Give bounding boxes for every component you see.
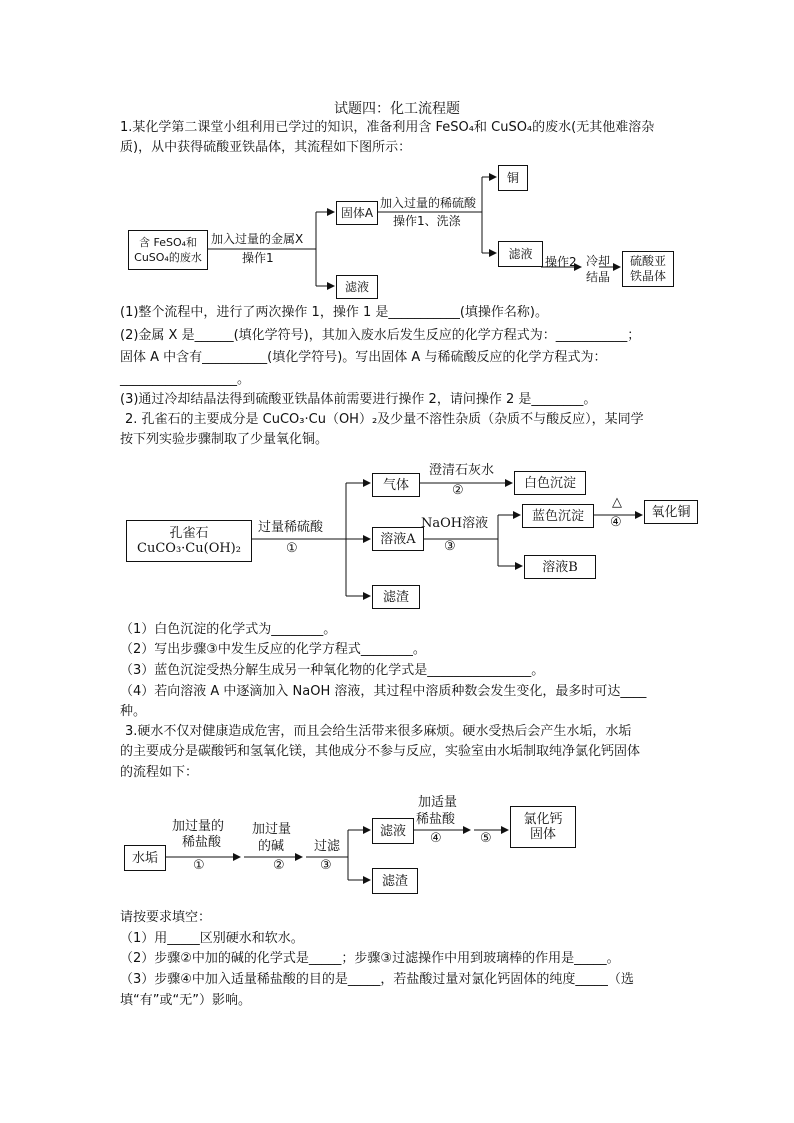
page-title: 试题四：化工流程题 [334, 101, 460, 117]
q3-part3-line1: （3）步骤④中加入适量稀盐酸的目的是_____，若盐酸过量对氯化钙固体的纯度_____（选 [120, 972, 634, 987]
q2-malachite-formula: CuCO₃·Cu(OH)₂ [137, 541, 241, 556]
q3-a1-top1: 加过量的 [172, 819, 225, 834]
q3-scale-box: 水垢 [124, 845, 166, 871]
q1-copper-box: 铜 [498, 165, 528, 191]
q1-cool-label: 冷却 [586, 254, 611, 268]
q2-naoh-label: NaOH溶液 [421, 516, 489, 531]
q3-a2-top2: 的碱 [258, 839, 285, 854]
q3-intro-line1: 3.硬水不仅对健康造成危害，而且会给生活带来很多麻烦。硬水受热后会产生水垢，水垢 [125, 724, 632, 739]
q2-limewater-label: 澄清石灰水 [429, 463, 495, 478]
q1-part1: (1)整个流程中，进行了两次操作 1，操作 1 是___________(填操作名称)。 [120, 305, 548, 320]
q2-step1: ① [286, 541, 298, 556]
q2-part4-line2: 种。 [120, 704, 147, 719]
q3-intro-line3: 的流程如下： [120, 765, 199, 780]
q3-product-line2: 固体 [529, 827, 556, 842]
q1-arrow1-top-label: 加入过量的金属X [211, 232, 304, 246]
q2-white-ppt-box: 白色沉淀 [514, 471, 586, 495]
q3-requirement: 请按要求填空： [120, 910, 212, 925]
q1-filtrate-box: 滤液 [336, 275, 378, 299]
q1-arrow2-top-label: 加入过量的稀硫酸 [380, 196, 477, 210]
q1-part3: (3)通过冷却结晶法得到硫酸亚铁晶体前需要进行操作 2，请问操作 2 是________。 [120, 392, 597, 407]
q1-wastewater-box: 含 FeSO₄和 CuSO₄的废水 [128, 230, 208, 270]
q3-a4-top2: 稀盐酸 [416, 812, 456, 827]
q2-part1: （1）白色沉淀的化学式为________。 [120, 622, 337, 637]
q2-gas-box: 气体 [372, 473, 420, 497]
q3-step2: ② [273, 858, 285, 873]
q3-part2: （2）步骤②中加的碱的化学式是_____；步骤③过滤操作中用到玻璃棒的作用是_____。 [120, 951, 620, 966]
q1-solid-a-box: 固体A [336, 201, 378, 225]
q1-op2-label: 操作2 [545, 255, 577, 269]
q1-part2-line3: __________________。 [120, 372, 251, 387]
q2-part2: （2）写出步骤③中发生反应的化学方程式________。 [120, 642, 426, 657]
q2-intro-line1: 2. 孔雀石的主要成分是 CuCO₃·Cu（OH）₂及少量不溶性杂质（杂质不与酸反应），某同学 [125, 412, 644, 427]
q2-step2: ② [452, 483, 464, 498]
q3-part3-line2: 填“有”或“无”）影响。 [120, 993, 251, 1008]
q2-intro-line2: 按下列实验步骤制取了少量氧化铜。 [120, 432, 329, 447]
q3-step1: ① [193, 858, 205, 873]
q2-part4-line1: （4）若向溶液 A 中逐滴加入 NaOH 溶液，其过程中溶质种数会发生变化，最多时可达____ [120, 684, 647, 699]
q2-step4: ④ [610, 515, 622, 530]
q3-filtrate-box: 滤液 [372, 818, 414, 844]
q3-product-line1: 氯化钙 [523, 812, 563, 827]
q3-a1-top2: 稀盐酸 [182, 835, 222, 850]
q2-malachite-name: 孔雀石 [169, 526, 209, 541]
q3-a2-top1: 加过量 [252, 822, 292, 837]
q2-heat-label: △ [612, 495, 622, 510]
q2-residue-box: 滤渣 [372, 585, 420, 609]
q1-crystallize-label: 结晶 [586, 270, 611, 284]
q1-arrow1-bottom-label: 操作1 [242, 251, 274, 265]
q1-part2-line2: 固体 A 中含有__________(填化学符号)。写出固体 A 与稀硫酸反应的化学方程式为： [120, 350, 607, 365]
q1-intro-line1: 1.某化学第二课堂小组利用已学过的知识，准备利用含 FeSO₄和 CuSO₄的废水(无其他难溶杂 [120, 120, 655, 135]
q1-part2-line1: (2)金属 X 是______(填化学符号)，其加入废水后发生反应的化学方程式为：___________； [120, 328, 641, 343]
q3-part1: （1）用_____区别硬水和软水。 [120, 931, 304, 946]
q3-a4-top1: 加适量 [418, 795, 458, 810]
q2-solution-b-box: 溶液B [524, 555, 596, 579]
q2-arrow1-label: 过量稀硫酸 [258, 520, 324, 535]
q3-a3-top: 过滤 [314, 839, 341, 854]
q3-product-box [510, 806, 576, 848]
q2-cuo-box: 氧化铜 [644, 500, 698, 524]
q2-blue-ppt-box: 蓝色沉淀 [522, 504, 594, 528]
q2-part3: （3）蓝色沉淀受热分解生成另一种氧化物的化学式是________________。 [120, 663, 545, 678]
q3-step4: ④ [430, 831, 442, 846]
q3-intro-line2: 的主要成分是碳酸钙和氢氧化镁，其他成分不参与反应，实验室由水垢制取纯净氯化钙固体 [120, 744, 641, 759]
q2-malachite-box [126, 520, 252, 562]
q2-solution-a-box: 溶液A [372, 527, 424, 551]
q2-step3: ③ [444, 539, 456, 554]
q1-intro-line2: 质)，从中获得硫酸亚铁晶体，其流程如下图所示： [120, 140, 412, 155]
q3-residue-box: 滤渣 [372, 868, 418, 894]
q1-arrow2-bottom-label: 操作1、洗涤 [393, 214, 461, 228]
q3-step5: ⑤ [480, 831, 492, 846]
q1-filtrate2-box: 滤液 [498, 241, 543, 267]
q1-product-box: 硫酸亚铁晶体 [622, 251, 674, 287]
q3-step3: ③ [320, 858, 332, 873]
